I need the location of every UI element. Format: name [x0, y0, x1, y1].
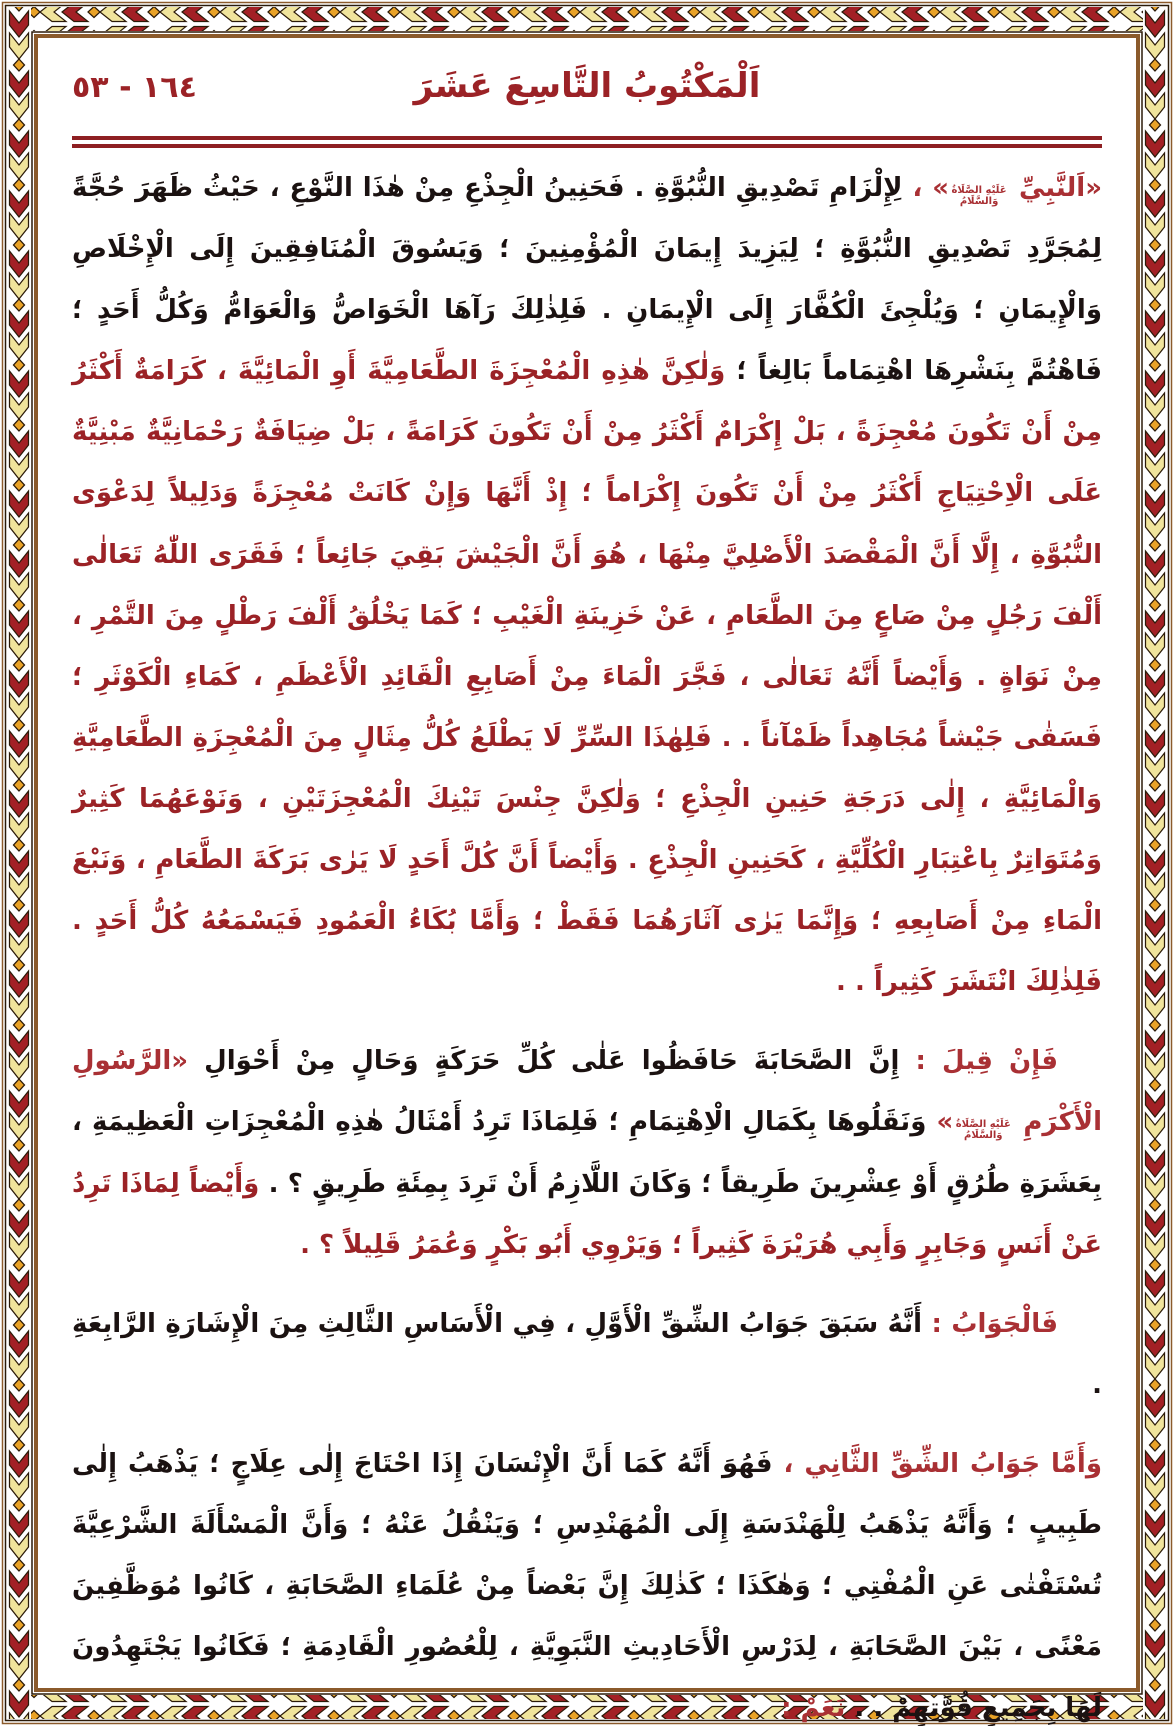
paragraph [72, 1031, 1102, 1275]
text-segment: » [926, 1107, 954, 1138]
text-segment: «اَلنَّبِيِّ [1009, 173, 1102, 203]
paragraph [72, 1434, 1102, 1726]
text-segment: وَأَمَّا جَوَابُ الشِّقِّ الثَّانِي ، [772, 1448, 1102, 1479]
text-segment: فَإِنْ قِيلَ : [899, 1046, 1058, 1077]
page-title: اَلْمَكْتُوبُ التَّاسِعَ عَشَرَ [413, 66, 761, 106]
text-segment: نَعَمْ : [781, 1693, 846, 1724]
text-segment: وَلٰكِنَّ هٰذِهِ الْمُعْجِزَةَ الطَّعَامِيَّةَ أَوِ الْمَائِيَّةَ ، كَرَامَةٌ أَكْثَرُ مِنْ أَنْ تَكُونَ مُعْجِزَةً ، بَلْ إِكْرَامٌ أَكْثَرُ مِنْ أَنْ تَكُونَ كَرَامَةً ، بَلْ ضِيَافَةٌ رَحْمَانِيَّةٌ مَبْنِيَّةٌ عَلَى الْاِحْتِيَاجِ أَكْثَرُ مِنْ أَنْ تَكُونَ إِكْرَاماً ؛ إِذْ أَنَّهَا وَإِنْ كَانَتْ مُعْجِزَةً وَدَلِيلاً لِدَعْوَى النُّبُوَّةِ ، إِلَّا أَنَّ الْمَقْصَدَ الْأَصْلِيَّ مِنْهَا ، هُوَ أَنَّ الْجَيْشَ بَقِيَ جَائِعاً ؛ فَقَرَى اللّٰهُ تَعَالٰى أَلْفَ رَجُلٍ مِنْ صَاعٍ مِنَ الطَّعَامِ ، عَنْ خَزِينَةِ الْغَيْبِ ؛ كَمَا يَخْلُقُ أَلْفَ رَطْلٍ مِنَ التَّمْرِ ، مِنْ نَوَاةٍ . وَأَيْضاً أَنَّهُ تَعَالٰى ، فَجَّرَ الْمَاءَ مِنْ أَصَابِعِ الْقَائِدِ الْأَعْظَمِ ، كَمَاءِ الْكَوْثَرِ ؛ فَسَقٰى جَيْشاً مُجَاهِداً ظَمْآناً . . فَلِهٰذَا السِّرِّ لَا يَطْلَعُ كُلُّ مِثَالٍ مِنَ الْمُعْجِزَةِ الطَّعَامِيَّةِ وَالْمَائِيَّةِ ، إِلٰى دَرَجَةِ حَنِينِ الْجِذْعِ ؛ وَلٰكِنَّ جِنْسَ تَيْنِكَ الْمُعْجِزَتَيْنِ ، وَنَوْعَهُمَا كَثِيرٌ وَمُتَوَاتِرٌ بِاعْتِبَارِ الْكُلِّيَّةِ ، كَحَنِينِ الْجِذْعِ . وَأَيْضاً أَنَّ كُلَّ أَحَدٍ لَا يَرٰى بَرَكَةَ الطَّعَامِ ، وَنَبْعَ الْمَاءِ مِنْ أَصَابِعِهِ ؛ وَإِنَّمَا يَرٰى آثَارَهُمَا فَقَطْ ؛ وَأَمَّا بُكَاءُ الْعَمُودِ فَيَسْمَعُهُ كُلُّ أَحَدٍ . فَلِذٰلِكَ انْتَشَرَ كَثِيراً . . [72, 356, 1102, 998]
text-segment: » ، [902, 173, 950, 203]
salawat-stamp-icon: عَلَيْهِ الصَّلَاةُ وَالسَّلَامُ [955, 1119, 1011, 1142]
double-rule [72, 136, 1102, 148]
text-segment: وَنَقَلُوهَا بِكَمَالِ الْاِهْتِمَامِ ؛ فَلِمَاذَا تَرِدُ أَمْثَالُ هٰذِهِ الْمُعْجِزَاتِ الْعَظِيمَةِ ، بِعَشَرَةِ طُرُقٍ أَوْ عِشْرِينَ طَرِيقاً ؛ وَكَانَ اللَّازِمُ أَنْ تَرِدَ بِمِئَةِ طَرِيقٍ ؟ . [72, 1107, 1102, 1199]
text-segment: لِإِلْزَامِ تَصْدِيقِ النُّبُوَّةِ . فَحَنِينُ الْجِذْعِ مِنْ هٰذَا النَّوْعِ ، حَيْثُ ظَهَرَ حُجَّةً لِمُجَرَّدِ تَصْدِيقِ النُّبُوَّةِ ؛ لِيَزِيدَ إِيمَانَ الْمُؤْمِنِينَ ؛ وَيَسُوقَ الْمُنَافِقِينَ إِلَى الْإِخْلَاصِ وَالْإِيمَانِ ؛ وَيُلْجِئَ الْكُفَّارَ إِلَى الْإِيمَانِ . فَلِذٰلِكَ رَآهَا الْخَوَاصُّ وَالْعَوَامُّ وَكُلُّ أَحَدٍ ؛ فَاهْتُمَّ بِنَشْرِهَا اهْتِمَاماً بَالِغاً ؛ [72, 173, 1102, 387]
paragraph [72, 1294, 1102, 1416]
page-number: ١٦٤ - ٥٣ [72, 70, 197, 105]
text-segment: فَهُوَ أَنَّهُ كَمَا أَنَّ الْإِنْسَانَ إِذَا احْتَاجَ إِلٰى عِلَاجٍ ؛ يَذْهَبُ إِلٰى طَبِيبٍ ؛ وَأَنَّهُ يَذْهَبُ لِلْهَنْدَسَةِ إِلَى الْمُهَنْدِسِ ؛ وَيَنْقُلُ عَنْهُ ؛ وَأَنَّ الْمَسْأَلَةَ الشَّرْعِيَّةَ تُسْتَفْتٰى عَنِ الْمُفْتِي ؛ وَهٰكَذَا ؛ كَذٰلِكَ إِنَّ بَعْضاً مِنْ عُلَمَاءِ الصَّحَابَةِ ، كَانُوا مُوَظَّفِينَ مَعْنًى ، بَيْنَ الصَّحَابَةِ ، لِدَرْسِ الْأَحَادِيثِ النَّبَوِيَّةِ ، لِلْعُصُورِ الْقَادِمَةِ ؛ فَكَانُوا يَجْتَهِدُونَ لَهَا بِجَمِيعِ قُوَّتِهِمْ . . [72, 1448, 1102, 1724]
salawat-stamp-icon: عَلَيْهِ الصَّلَاةُ وَالسَّلَامُ [951, 185, 1007, 207]
text-segment: فَالْجَوَابُ : [922, 1308, 1058, 1339]
text-segment: وَأَيْضاً لِمَاذَا تَرِدُ عَنْ أَنَسٍ وَجَابِرٍ وَأَبِي هُرَيْرَةَ كَثِيراً ؛ وَيَرْوِي أَبُو بَكْرٍ وَعُمَرُ قَلِيلاً ؟ . [72, 1168, 1102, 1260]
text-segment: إِنَّ الصَّحَابَةَ حَافَظُوا عَلٰى كُلِّ حَرَكَةٍ وَحَالٍ مِنْ أَحْوَالِ [188, 1046, 900, 1077]
text-segment: «الرَّسُولِ الْأَكْرَمِ [72, 1046, 1102, 1138]
paragraph [72, 158, 1102, 1013]
page-header [72, 58, 1102, 132]
body-paragraphs [72, 158, 1102, 1726]
text-segment: أَنَّهُ سَبَقَ جَوَابُ الشِّقِّ الْأَوَّلِ ، فِي الْأَسَاسِ الثَّالِثِ مِنَ الْإِشَارَةِ الرَّابِعَةِ . [72, 1308, 1102, 1400]
page-content [44, 44, 1130, 1724]
